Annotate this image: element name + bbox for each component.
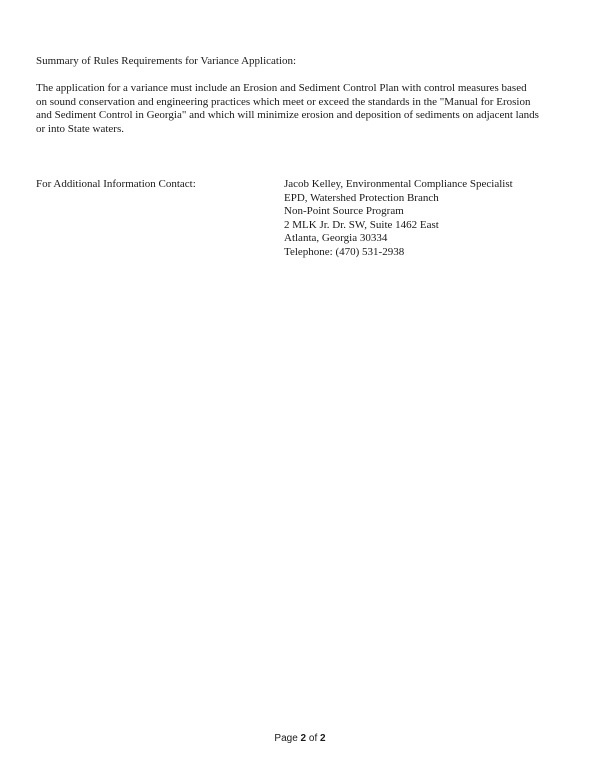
contact-city-state-zip: Atlanta, Georgia 30334 (284, 232, 388, 244)
contact-label: For Additional Information Contact: (36, 178, 196, 190)
contact-name: Jacob Kelley, Environmental Compliance Specialist (284, 178, 513, 190)
page-footer (0, 733, 600, 745)
contact-organization: EPD, Watershed Protection Branch (284, 191, 439, 204)
contact-details (284, 178, 513, 259)
current-page-number: 2 (300, 733, 307, 744)
of-word: of (308, 733, 318, 744)
section-heading: Summary of Rules Requirements for Variance Application: (36, 55, 297, 67)
paragraph-line: on sound conservation and engineering practices which meet or exceed the standards in the "Manual for Erosion (36, 95, 531, 108)
paragraph-line: The application for a variance must include an Erosion and Sediment Control Plan with control measures based (36, 82, 527, 94)
contact-program: Non-Point Source Program (284, 205, 404, 217)
page-word: Page (274, 733, 298, 744)
contact-street-address: 2 MLK Jr. Dr. SW, Suite 1462 East (284, 218, 439, 231)
requirements-paragraph (36, 82, 571, 136)
total-page-count: 2 (320, 733, 326, 744)
contact-telephone: Telephone: (470) 531-2938 (284, 245, 405, 258)
paragraph-line: or into State waters. (36, 122, 124, 135)
paragraph-line: and Sediment Control in Georgia" and which will minimize erosion and deposition of sediments on adjacent lands (36, 109, 539, 121)
